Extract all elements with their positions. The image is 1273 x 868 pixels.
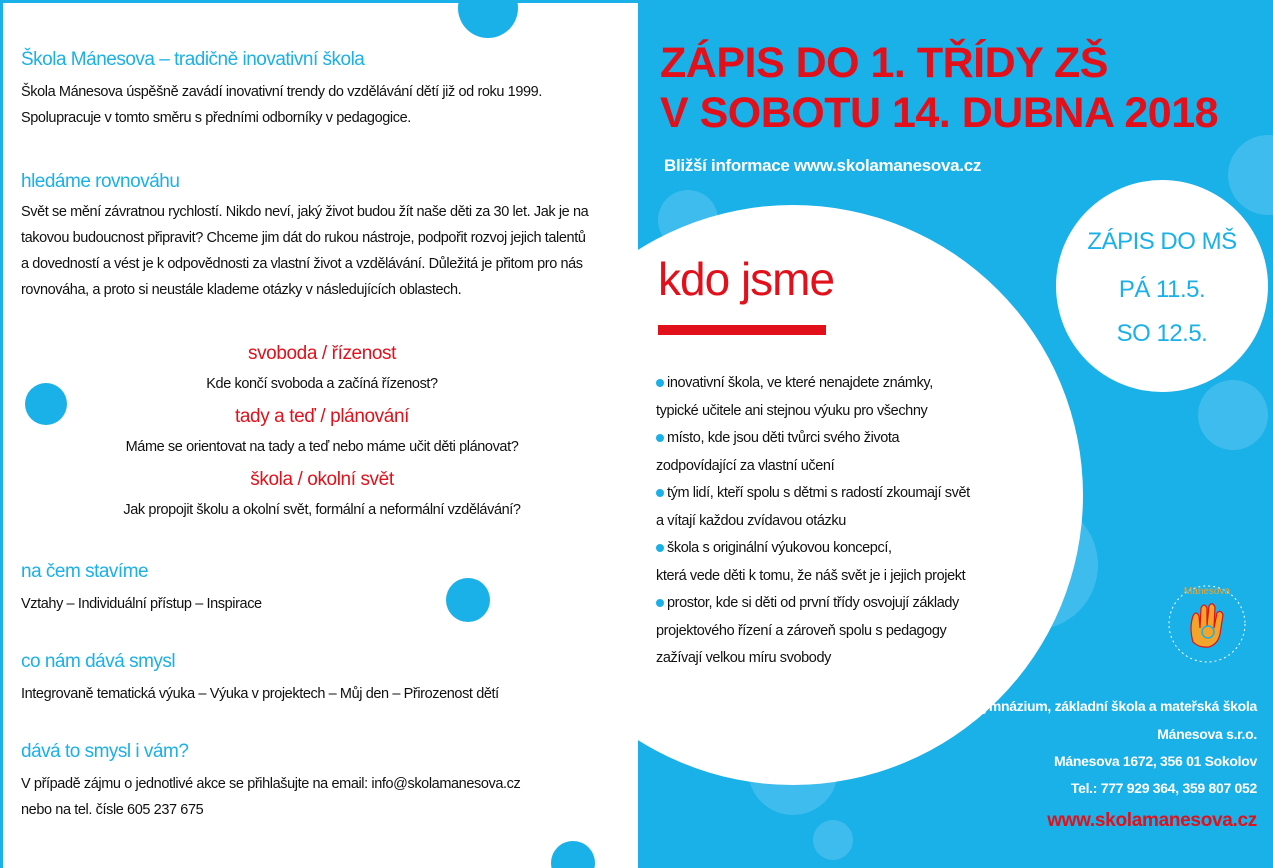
right-panel [638, 0, 1273, 868]
balance-line: rovnováha, a proto si neustále klademe otázky v následujících oblastech. [21, 282, 462, 298]
balance-line: a dovedností a vést je k odpovědnosti za vlastní život a vzdělávání. Důležitá je přitom pro nás [21, 256, 583, 272]
list-item-cont: projektového řízení a zároveň spolu s pedagogy [656, 622, 947, 639]
balance-line: takovou budoucnost připravit? Chceme jim dát do rukou nástroje, podpořit rozvoj jejich talentů [21, 230, 586, 246]
kdo-jsme-heading: kdo jsme [658, 253, 835, 305]
list-item-cont: a vítají každou zvídavou otázku [656, 512, 846, 529]
about-list [656, 370, 1056, 673]
decor-dot [446, 578, 490, 622]
item-text: inovativní škola, ve které nenajdete známky, [667, 375, 933, 391]
topic-question: Jak propojit školu a okolní svět, formální a neformální vzdělávání? [123, 502, 521, 518]
balance-text [21, 199, 588, 303]
topic-question: Kde končí svoboda a začíná řízenost? [206, 376, 438, 392]
balance-line: Svět se mění závratnou rychlostí. Nikdo neví, jaký život budou žít naše děti za 30 let. Jak je na [21, 204, 589, 220]
topic-title: tady a teď / plánování [234, 406, 409, 427]
school-logo [1163, 580, 1251, 668]
website-link[interactable]: www.skolamanesova.cz [1047, 810, 1257, 831]
list-item-cont: která vede děti k tomu, že náš svět je i jejich projekt [656, 567, 966, 584]
contact-text [21, 771, 520, 823]
item-text: místo, kde jsou děti tvůrci svého života [667, 430, 900, 446]
list-item [656, 590, 1056, 618]
intro-text [21, 79, 542, 131]
decor-bubble [1228, 135, 1273, 215]
item-text: tým lidí, kteří spolu s dětmi s radostí zkoumají svět [667, 485, 970, 501]
bullet-icon [656, 434, 664, 442]
list-item-cont: zažívají velkou míru svobody [656, 650, 831, 666]
balance-heading: hledáme rovnováhu [21, 171, 180, 192]
decor-dot [551, 841, 595, 868]
list-item-cont: typické učitele ani stejnou výuku pro všechny [656, 402, 928, 419]
list-item-cont: zodpovídající za vlastní učení [656, 457, 835, 474]
more-info: Bližší informace www.skolamanesova.cz [664, 156, 982, 175]
decor-bubble [813, 820, 853, 860]
address-line: Mánesova 1672, 356 01 Sokolov [1054, 753, 1257, 769]
topic-question: Máme se orientovat na tady a teď nebo máme učit děti plánovat? [125, 439, 519, 455]
enrollment-title [660, 38, 1218, 138]
address-line: Gymnázium, základní škola a mateřská škola [970, 698, 1257, 714]
heading-underline [658, 325, 826, 335]
bullet-icon [656, 544, 664, 552]
item-text: škola s originální výukovou koncepcí, [667, 540, 892, 556]
list-item [656, 480, 1056, 508]
intro-line: Škola Mánesova úspěšně zavádí inovativní trendy do vzdělávání dětí již od roku 1999. [21, 84, 542, 100]
title-line: V SOBOTU 14. DUBNA 2018 [660, 89, 1219, 137]
address-line: Tel.: 777 929 364, 359 807 052 [1070, 780, 1257, 796]
list-item [656, 370, 1056, 398]
topic-title: škola / okolní svět [250, 469, 394, 490]
bullet-icon [656, 599, 664, 607]
list-item [656, 535, 1056, 563]
contact-line: nebo na tel. čísle 605 237 675 [21, 802, 204, 818]
ms-line: SO 12.5. [1116, 320, 1208, 347]
item-text: prostor, kde si děti od první třídy osvojují základy [667, 595, 959, 611]
ms-line: ZÁPIS DO MŠ [1087, 228, 1237, 255]
decor-dot [458, 0, 518, 38]
build-heading: na čem stavíme [21, 561, 149, 582]
logo-text: Mánesova [1183, 586, 1231, 597]
ms-enrollment-circle [1056, 180, 1268, 392]
decor-bubble [1198, 380, 1268, 450]
title-line: ZÁPIS DO 1. TŘÍDY ZŠ [660, 39, 1108, 87]
list-item [656, 425, 1056, 453]
bullet-icon [656, 489, 664, 497]
ms-line: PÁ 11.5. [1118, 276, 1206, 303]
build-text: Vztahy – Individuální přístup – Inspirace [21, 596, 262, 612]
intro-line: Spolupracuje v tomto směru s předními odborníky v pedagogice. [21, 110, 411, 126]
meaning-heading: co nám dává smysl [21, 651, 176, 672]
intro-heading: Škola Mánesova – tradičně inovativní škola [21, 49, 365, 70]
address-line: Mánesova s.r.o. [1157, 726, 1257, 742]
contact-line: V případě zájmu o jednotlivé akce se přihlašujte na email: info@skolamanesova.cz [21, 776, 521, 792]
meaning-text: Integrovaně tematická výuka – Výuka v projektech – Můj den – Přirozenost dětí [21, 686, 499, 702]
topic-title: svoboda / řízenost [247, 343, 397, 364]
contact-heading: dává to smysl i vám? [21, 741, 189, 762]
bullet-icon [656, 379, 664, 387]
